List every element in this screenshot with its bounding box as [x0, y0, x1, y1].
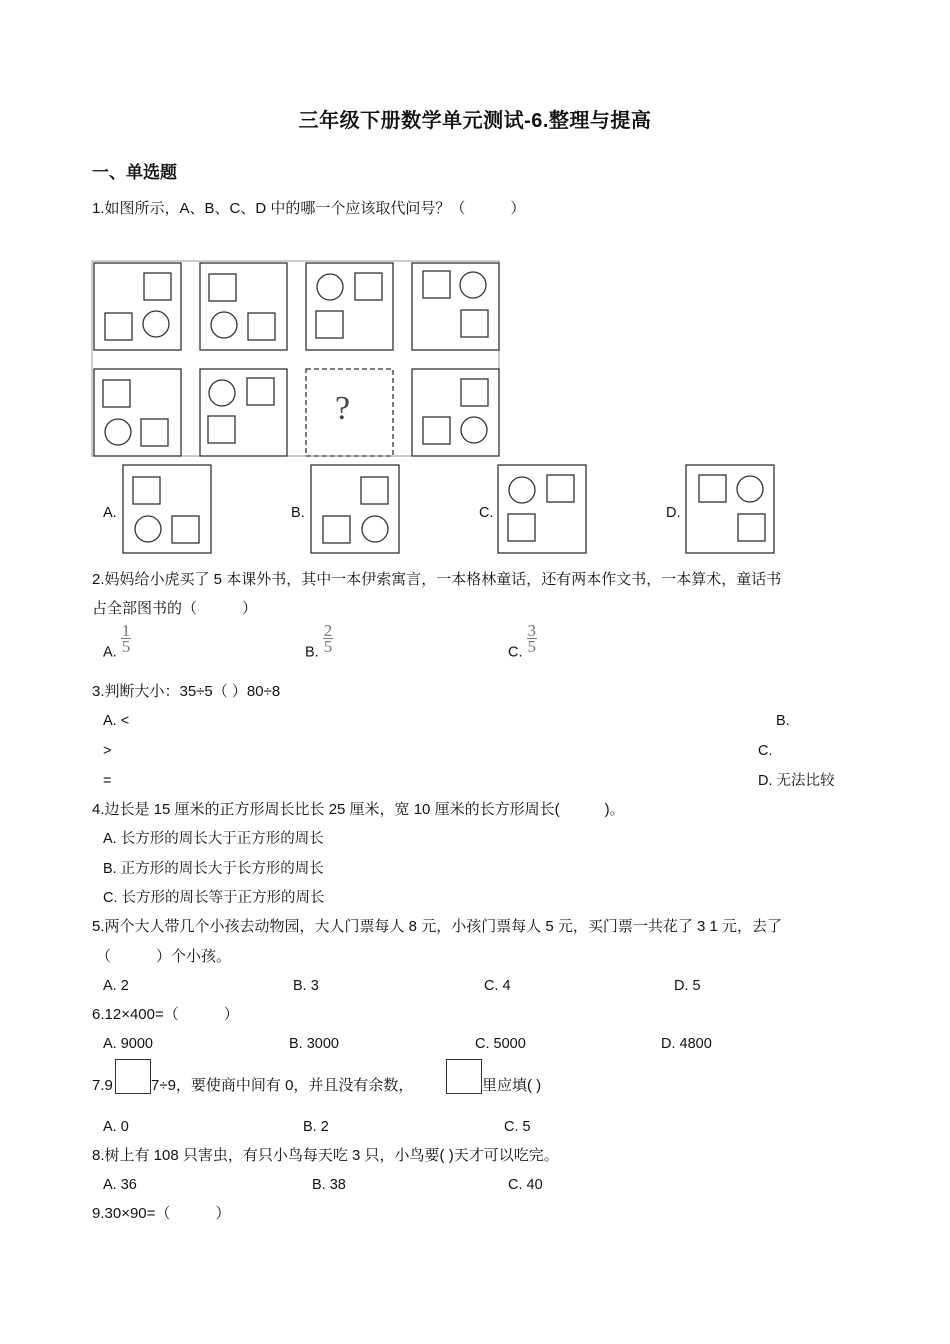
q8-option-c[interactable]: C. 40 — [508, 1177, 543, 1193]
q7-option-b[interactable]: B. 2 — [303, 1119, 329, 1135]
option-d-figure — [686, 465, 774, 553]
q8-option-a[interactable]: A. 36 — [103, 1177, 137, 1193]
grid-cell-3 — [306, 263, 393, 350]
page-title: 三年级下册数学单元测试-6.整理与提高 — [298, 110, 652, 132]
grid-cell-5 — [94, 369, 181, 456]
q3-option-c-value: = — [103, 773, 112, 789]
q3-option-b-value: > — [103, 743, 112, 759]
grid-cell-8 — [412, 369, 499, 456]
grid-border — [92, 261, 499, 456]
q7-blank-box-1 — [115, 1059, 151, 1094]
question-4-stem: 4.边长是 15 厘米的正方形周长比长 25 厘米，宽 10 厘米的长方形周长( )。 — [92, 801, 625, 818]
question-7-part2: 7÷9，要使商中间有 0，并且没有余数， — [151, 1077, 414, 1094]
q7-option-c[interactable]: C. 5 — [504, 1119, 531, 1135]
q1-option-d[interactable]: D. — [666, 505, 681, 521]
q1-option-b[interactable]: B. — [291, 505, 305, 521]
q4-option-b[interactable]: B. 正方形的周长大于长方形的周长 — [103, 861, 324, 877]
grid-cell-1 — [94, 263, 181, 350]
option-b-figure — [311, 465, 399, 553]
q7-option-a[interactable]: A. 0 — [103, 1119, 129, 1135]
grid-cell-4 — [412, 263, 499, 350]
fraction-three-fifths: $\frac{3}{5}$ — [527, 621, 536, 656]
option-c-figure — [498, 465, 586, 553]
fraction-one-fifth: $\frac{1}{5}$ — [121, 621, 131, 656]
question-2-stem-line1: 2.妈妈给小虎买了 5 本课外书，其中一本伊索寓言，一本格林童话，还有两本作文书，一本算术，童话书 — [92, 571, 782, 588]
question-7-part1: 7.9 — [92, 1077, 113, 1094]
q1-pattern-figure — [0, 0, 950, 600]
question-9-stem: 9.30×90=（ ） — [92, 1205, 231, 1222]
question-3-stem: 3.判断大小：35÷5（ ）80÷8 — [92, 683, 281, 700]
question-6-stem: 6.12×400=（ ） — [92, 1006, 239, 1023]
question-8-stem: 8.树上有 108 只害虫，有只小鸟每天吃 3 只，小鸟要( )天才可以吃完。 — [92, 1147, 559, 1164]
q7-blank-box-2 — [446, 1059, 482, 1094]
q2-option-c-label: C. — [508, 644, 523, 661]
q3-option-c-label[interactable]: C. — [758, 743, 773, 759]
q6-option-c[interactable]: C. 5000 — [475, 1036, 526, 1052]
question-2-stem-line2: 占全部图书的（ ） — [92, 600, 258, 617]
q5-option-d[interactable]: D. 5 — [674, 978, 701, 994]
q8-option-b[interactable]: B. 38 — [312, 1177, 346, 1193]
q1-option-a[interactable]: A. — [103, 505, 117, 521]
q3-option-b-label[interactable]: B. — [776, 713, 790, 729]
question-1-stem: 1.如图所示，A、B、C、D 中的哪一个应该取代问号？（ ） — [92, 200, 526, 217]
option-a-figure — [123, 465, 211, 553]
question-5-stem-line2: （ ）个小孩。 — [96, 948, 232, 965]
q2-option-a[interactable] — [103, 623, 131, 662]
q1-option-c[interactable]: C. — [479, 505, 494, 521]
question-7-part3: 里应填( ) — [482, 1077, 542, 1094]
section-heading: 一、单选题 — [92, 163, 177, 182]
question-mark: ? — [335, 390, 351, 427]
q5-option-a[interactable]: A. 2 — [103, 978, 129, 994]
q4-option-c[interactable]: C. 长方形的周长等于正方形的周长 — [103, 890, 325, 906]
q2-option-b[interactable] — [305, 623, 333, 662]
q2-option-b-label: B. — [305, 644, 319, 661]
q5-option-b[interactable]: B. 3 — [293, 978, 319, 994]
question-5-stem-line1: 5.两个大人带几个小孩去动物园，大人门票每人 8 元，小孩门票每人 5 元，买门票一共花了 3 1 元，去了 — [92, 918, 783, 935]
q2-option-a-label: A. — [103, 644, 117, 661]
q6-option-d[interactable]: D. 4800 — [661, 1036, 712, 1052]
q2-option-c[interactable] — [508, 623, 537, 662]
fraction-two-fifths: $\frac{2}{5}$ — [323, 621, 333, 656]
q6-option-a[interactable]: A. 9000 — [103, 1036, 153, 1052]
q3-option-a[interactable]: A. < — [103, 713, 130, 729]
q5-option-c[interactable]: C. 4 — [484, 978, 511, 994]
q4-option-a[interactable]: A. 长方形的周长大于正方形的周长 — [103, 831, 324, 847]
grid-cell-2 — [200, 263, 287, 350]
grid-cell-6 — [200, 369, 287, 456]
q6-option-b[interactable]: B. 3000 — [289, 1036, 339, 1052]
q3-option-d[interactable]: D. 无法比较 — [758, 773, 835, 789]
